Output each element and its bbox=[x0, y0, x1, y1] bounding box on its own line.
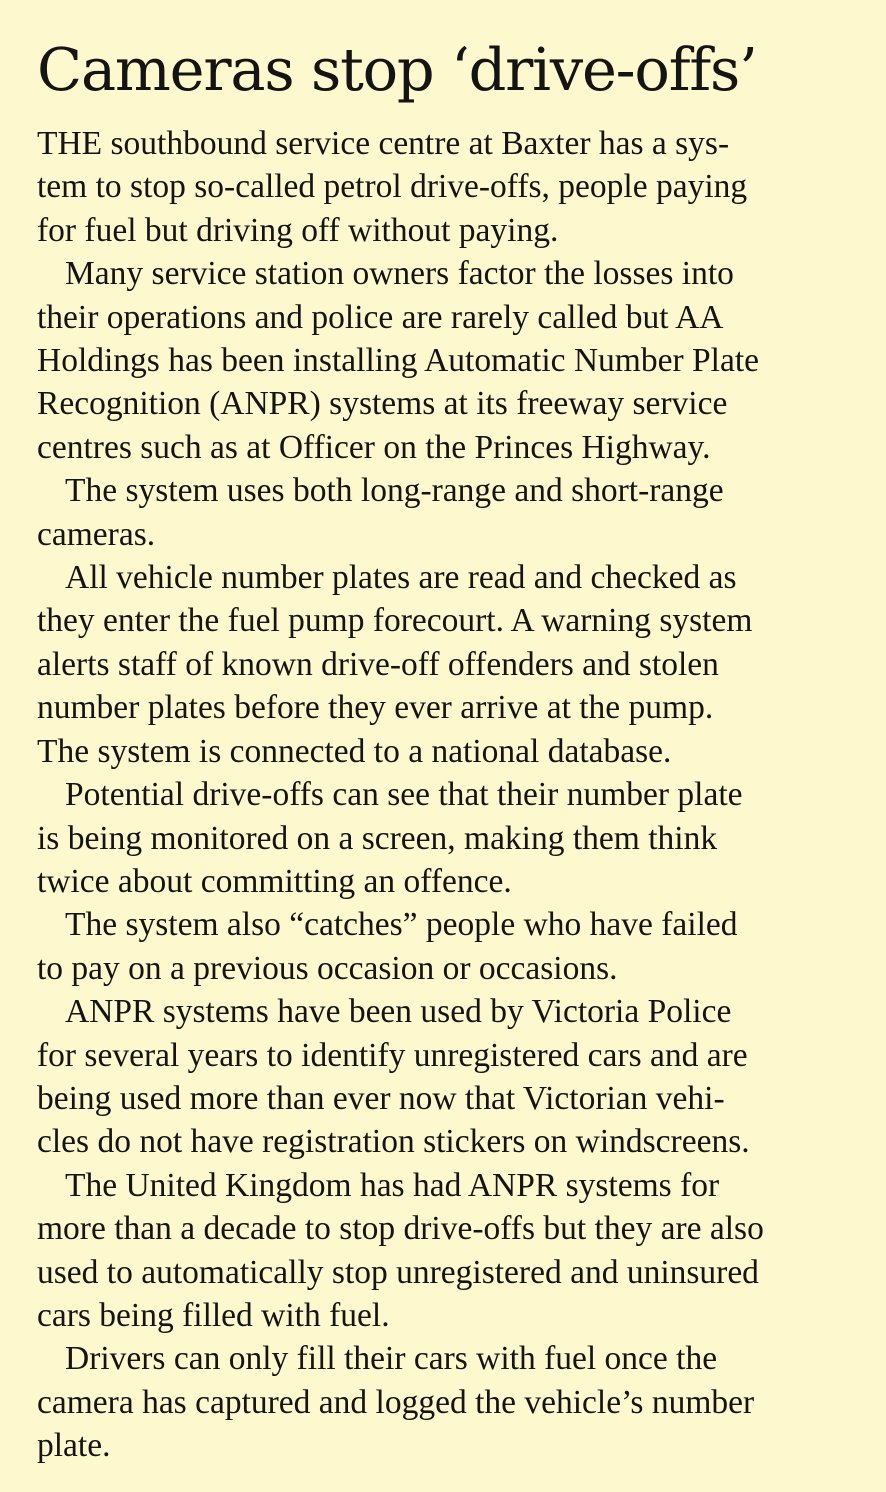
paragraph-line: Potential drive-offs can see that their number plate bbox=[65, 776, 743, 814]
paragraph-line: they enter the fuel pump forecourt. A warning system bbox=[37, 602, 753, 640]
paragraph-line: for fuel but driving off without paying. bbox=[37, 211, 559, 249]
paragraph-line: All vehicle number plates are read and checked as bbox=[65, 559, 737, 597]
paragraph-line: Recognition (ANPR) systems at its freeway service bbox=[37, 385, 728, 423]
paragraph-line: for several years to identify unregistered cars and are bbox=[37, 1036, 748, 1074]
paragraph-line: camera has captured and logged the vehicle’s number bbox=[37, 1383, 755, 1421]
article-body bbox=[37, 122, 852, 1468]
paragraph-line: twice about committing an offence. bbox=[37, 862, 512, 900]
paragraph-line: their operations and police are rarely called but AA bbox=[37, 298, 724, 336]
paragraph-line: plate. bbox=[37, 1427, 111, 1465]
article-paragraph bbox=[37, 990, 852, 1164]
paragraph-line: Holdings has been installing Automatic Number Plate bbox=[37, 342, 760, 380]
article-paragraph bbox=[37, 1164, 852, 1338]
paragraph-line: more than a decade to stop drive-offs but they are also bbox=[37, 1210, 764, 1248]
paragraph-line: tem to stop so-called petrol drive-offs, people paying bbox=[37, 168, 748, 206]
paragraph-line: ANPR systems have been used by Victoria Police bbox=[65, 993, 732, 1031]
article-headline: Cameras stop ‘drive-offs’ bbox=[37, 35, 757, 104]
paragraph-line: to pay on a previous occasion or occasions. bbox=[37, 949, 618, 987]
paragraph-line: Many service station owners factor the losses into bbox=[65, 255, 734, 293]
article-paragraph bbox=[37, 252, 852, 469]
paragraph-line: number plates before they ever arrive at the pump. bbox=[37, 689, 714, 727]
paragraph-line: The United Kingdom has had ANPR systems for bbox=[65, 1166, 720, 1204]
paragraph-line: used to automatically stop unregistered and uninsured bbox=[37, 1253, 759, 1291]
article-paragraph bbox=[37, 469, 852, 556]
paragraph-line: cars being filled with fuel. bbox=[37, 1296, 390, 1334]
paragraph-line: cameras. bbox=[37, 515, 156, 553]
paragraph-line: THE southbound service centre at Baxter has a sys- bbox=[37, 125, 730, 162]
paragraph-line: The system is connected to a national database. bbox=[37, 732, 672, 770]
article-paragraph bbox=[37, 773, 852, 903]
paragraph-line: being used more than ever now that Victorian vehi- bbox=[37, 1079, 725, 1117]
article-paragraph bbox=[37, 1337, 852, 1467]
paragraph-line: The system uses both long-range and short-range bbox=[65, 472, 724, 510]
paragraph-line: The system also “catches” people who have failed bbox=[65, 906, 738, 944]
paragraph-line: centres such as at Officer on the Princes Highway. bbox=[37, 428, 711, 466]
paragraph-line: Drivers can only fill their cars with fuel once the bbox=[65, 1340, 718, 1378]
article-paragraph bbox=[37, 122, 852, 252]
paragraph-line: alerts staff of known drive-off offenders and stolen bbox=[37, 645, 719, 683]
paragraph-line: is being monitored on a screen, making them think bbox=[37, 819, 718, 857]
article-paragraph bbox=[37, 556, 852, 773]
paragraph-line: cles do not have registration stickers on windscreens. bbox=[37, 1123, 750, 1161]
article-paragraph bbox=[37, 903, 852, 990]
